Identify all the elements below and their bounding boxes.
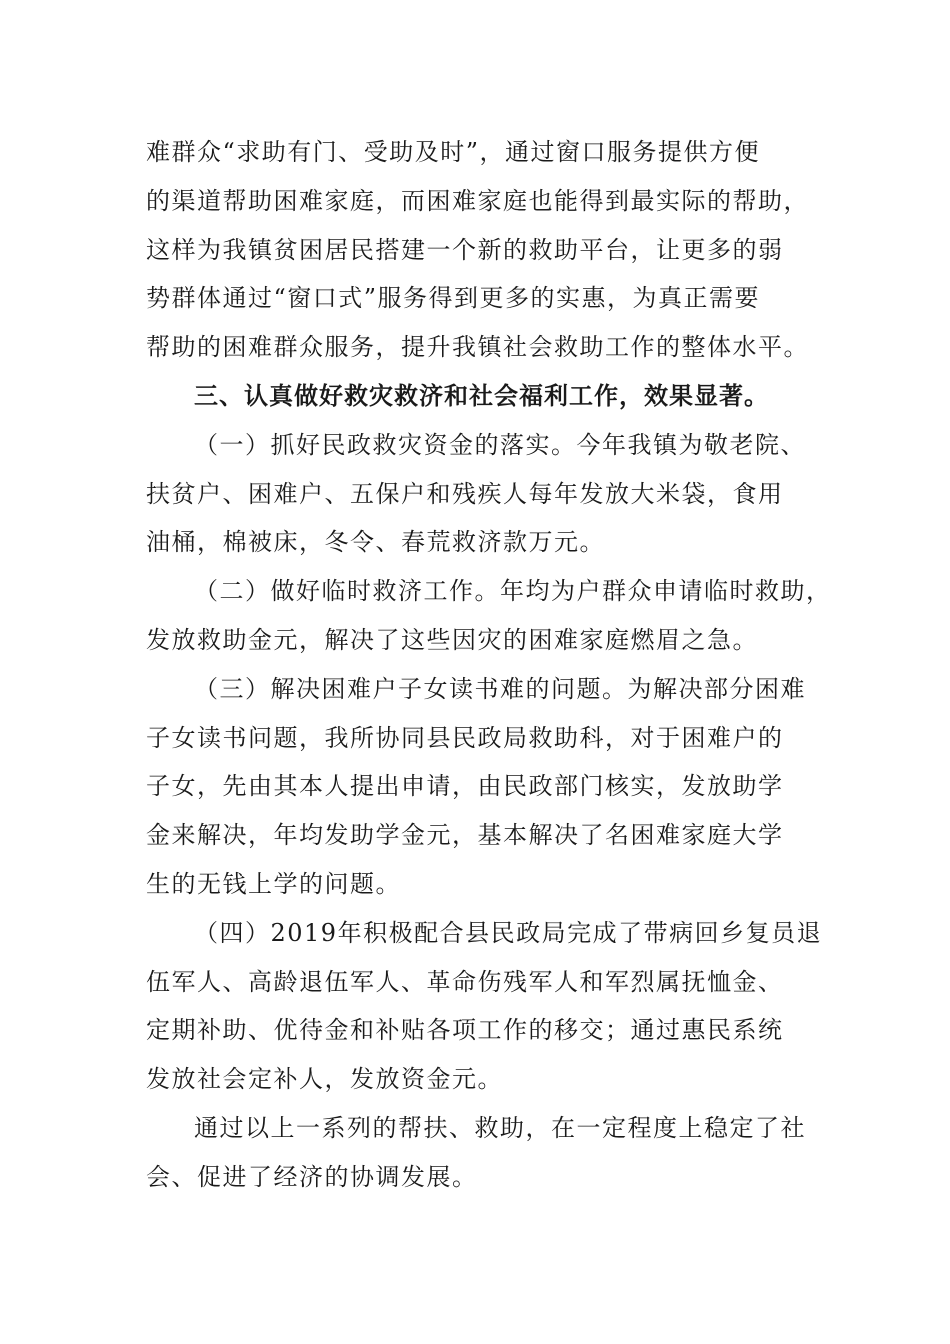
text-line: 会、促进了经济的协调发展。 [146,1162,478,1191]
text-line: 的渠道帮助困难家庭，而困难家庭也能得到最实际的帮助， [146,186,809,215]
paragraph-first-line: （二）做好临时救济工作。年均为户群众申请临时救助， [194,577,832,606]
paragraph-first-line: （一）抓好民政救灾资金的落实。今年我镇为敬老院、 [194,430,806,459]
document-body [146,128,832,1202]
text-line: 发放救助金元，解决了这些因灾的困难家庭燃眉之急。 [146,625,758,654]
paragraph-first-line: （四）2019年积极配合县民政局完成了带病回乡复员退 [194,918,823,947]
text-line: 伍军人、高龄退伍军人、革命伤残军人和军烈属抚恤金、 [146,967,784,996]
text-line: 生的无钱上学的问题。 [146,869,401,898]
text-line: 子女，先由其本人提出申请，由民政部门核实，发放助学 [146,772,784,801]
paragraph-first-line: （三）解决困难户子女读书难的问题。为解决部分困难 [194,674,806,703]
text-line: 难群众“求助有门、受助及时”，通过窗口服务提供方便 [146,138,761,166]
text-line: 金来解决，年均发助学金元，基本解决了名困难家庭大学 [146,821,784,850]
text-line: 势群体通过“窗口式”服务得到更多的实惠，为真正需要 [146,284,761,313]
section-heading: 三、认真做好救灾救济和社会福利工作，效果显著。 [194,380,769,410]
text-line: 帮助的困难群众服务，提升我镇社会救助工作的整体水平。 [146,333,809,362]
text-line: 这样为我镇贫困居民搭建一个新的救助平台，让更多的弱 [146,235,784,264]
text-line: 定期补助、优待金和补贴各项工作的移交；通过惠民系统 [146,1016,784,1045]
text-line: 油桶，棉被床，冬令、春荒救济款万元。 [146,528,605,557]
paragraph-first-line: 通过以上一系列的帮扶、救助，在一定程度上稳定了社 [194,1113,806,1142]
text-line: 子女读书问题，我所协同县民政局救助科，对于困难户的 [146,723,784,752]
text-line: 扶贫户、困难户、五保户和残疾人每年发放大米袋，食用 [146,479,784,508]
text-line: 发放社会定补人，发放资金元。 [146,1065,503,1094]
